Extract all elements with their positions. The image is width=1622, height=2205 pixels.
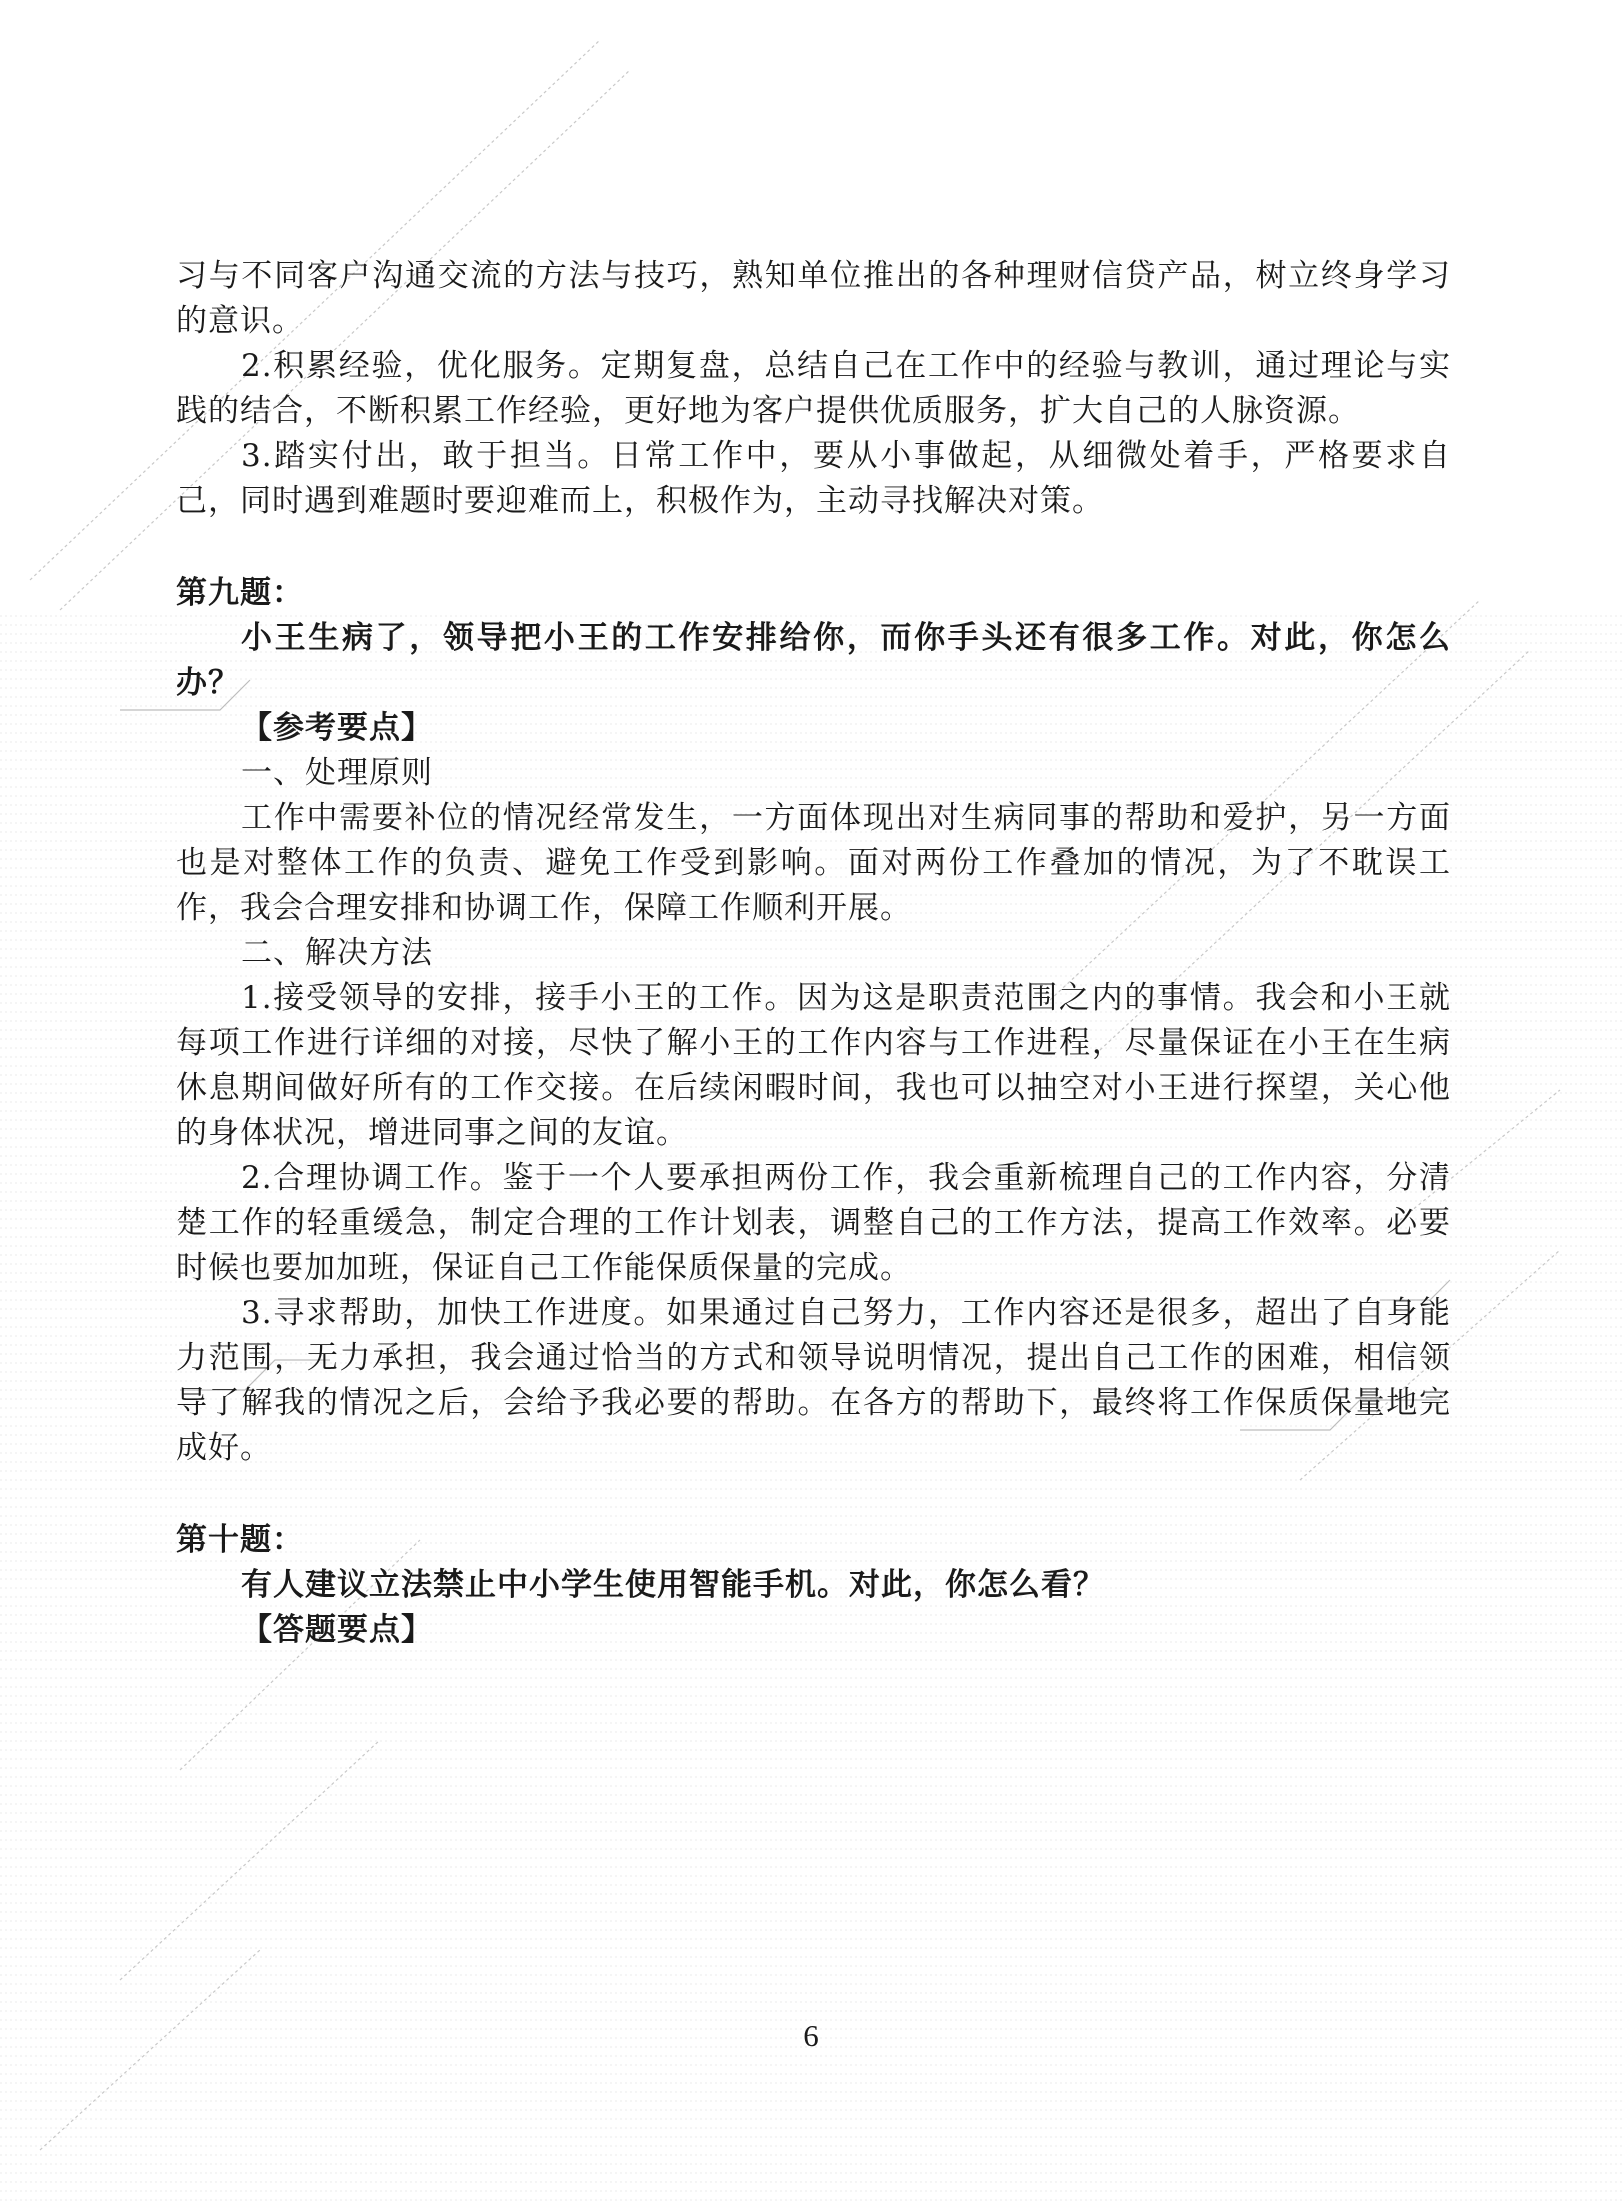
paragraph-continuation: 习与不同客户沟通交流的方法与技巧，熟知单位推出的各种理财信贷产品，树立终身学习的意识。 bbox=[176, 258, 1451, 339]
paragraph-principle: 工作中需要补位的情况经常发生，一方面体现出对生病同事的帮助和爱护，另一方面也是对整体工作的负责、避免工作受到影响。面对两份工作叠加的情况，为了不耽误工作，我会合理安排和协调工作，保障工作顺利开展。 bbox=[176, 800, 1451, 926]
paragraph-method-1: 1.接受领导的安排，接手小王的工作。因为这是职责范围之内的事情。我会和小王就每项工作进行详细的对接，尽快了解小王的工作内容与工作进程，尽量保证在小王在生病休息期间做好所有的工作交接。在后续闲暇时间，我也可以抽空对小王进行探望，关心他的身体状况，增进同事之间的友谊。 bbox=[176, 980, 1451, 1151]
section-heading-principle: 一、处理原则 bbox=[241, 755, 433, 791]
reference-points-label: 【参考要点】 bbox=[241, 710, 433, 746]
paragraph-method-2: 2.合理协调工作。鉴于一个人要承担两份工作，我会重新梳理自己的工作内容，分清楚工作的轻重缓急，制定合理的工作计划表，调整自己的工作方法，提高工作效率。必要时候也要加加班，保证自己工作能保质保量的完成。 bbox=[176, 1160, 1451, 1286]
document-body bbox=[176, 254, 1451, 1653]
paragraph-method-3: 3.寻求帮助，加快工作进度。如果通过自己努力，工作内容还是很多，超出了自身能力范围，无力承担，我会通过恰当的方式和领导说明情况，提出自己工作的困难，相信领导了解我的情况之后，会给予我必要的帮助。在各方的帮助下，最终将工作保质保量地完成好。 bbox=[176, 1295, 1451, 1466]
page-number: 6 bbox=[803, 2018, 819, 2053]
section-heading-solution: 二、解决方法 bbox=[241, 935, 433, 971]
paragraph-point-3: 3.踏实付出，敢于担当。日常工作中，要从小事做起，从细微处着手，严格要求自己，同时遇到难题时要迎难而上，积极作为，主动寻找解决对策。 bbox=[176, 438, 1451, 519]
paragraph-point-2: 2.积累经验，优化服务。定期复盘，总结自己在工作中的经验与教训，通过理论与实践的结合，不断积累工作经验，更好地为客户提供优质服务，扩大自己的人脉资源。 bbox=[176, 348, 1451, 429]
question-10-heading: 第十题： bbox=[176, 1522, 304, 1558]
question-10-text: 有人建议立法禁止中小学生使用智能手机。对此，你怎么看？ bbox=[241, 1567, 1105, 1603]
question-9-text: 小王生病了，领导把小王的工作安排给你，而你手头还有很多工作。对此，你怎么办？ bbox=[176, 620, 1451, 701]
question-9-heading: 第九题： bbox=[176, 575, 304, 611]
answer-points-label: 【答题要点】 bbox=[241, 1612, 433, 1648]
